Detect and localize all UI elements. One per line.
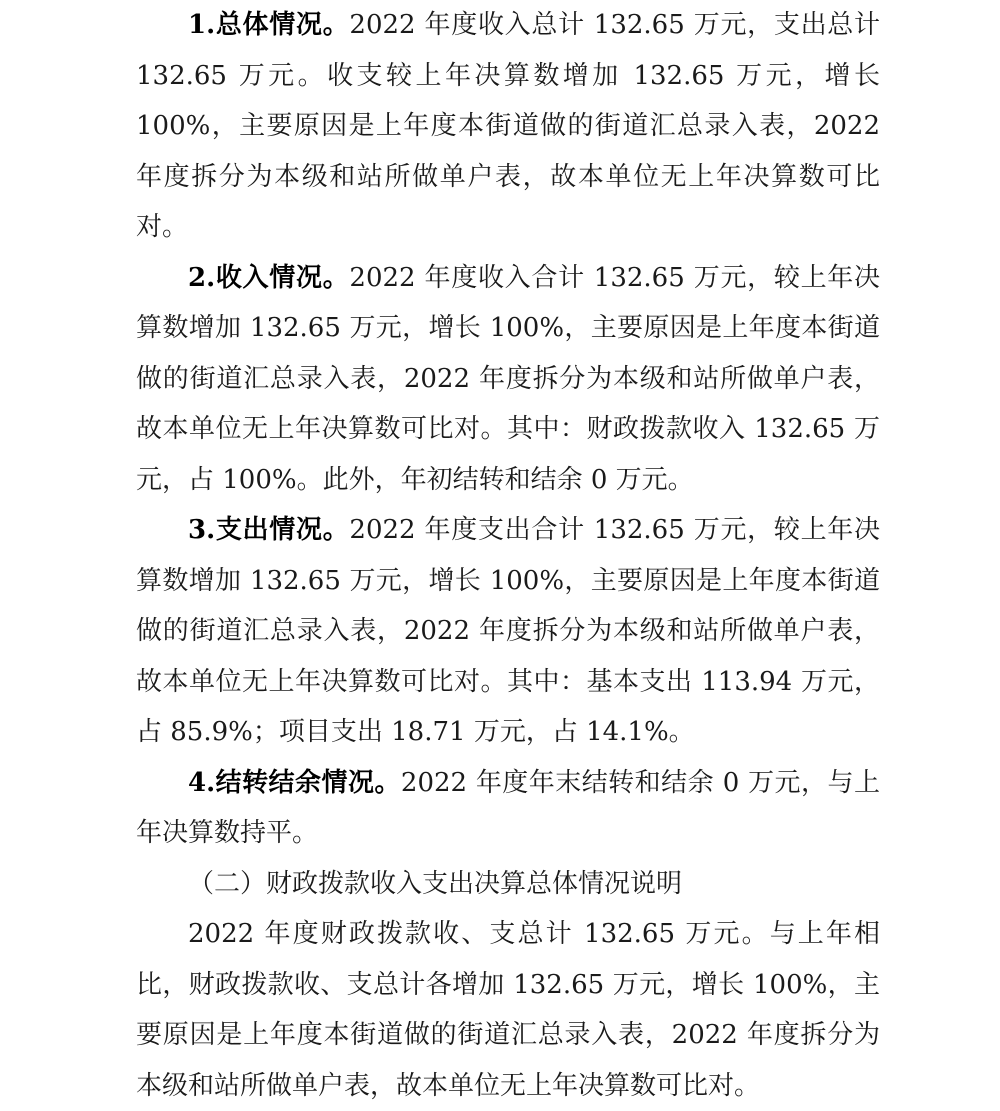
paragraph-fiscal-summary: 2022 年度财政拨款收、支总计 132.65 万元。与上年相比，财政拨款收、支总计各增加 132.65 万元，增长 100%，主要原因是上年度本街道做的街道汇总录入表，2022 年度拆分为本级和站所做单户表，故本单位无上年决算数可比对。 (136, 919, 880, 1101)
paragraph-overall (136, 0, 880, 253)
paragraph-heading: 2.收入情况。 (188, 262, 350, 293)
paragraph-text: 2022 年度年末结转和结余 0 万元，与上年决算数持平。 (136, 767, 880, 848)
document-page (136, 0, 880, 1111)
paragraph-heading: 4.结转结余情况。 (188, 767, 401, 798)
paragraph-heading: 1.总体情况。 (188, 10, 350, 40)
paragraph-heading: 3.支出情况。 (188, 515, 350, 545)
paragraph-income (136, 253, 880, 506)
paragraph-text: 2022 年度收入总计 132.65 万元，支出总计 132.65 万元。收支较上年决算数增加 132.65 万元，增长 100%，主要原因是上年度本街道做的街道汇总录入表，2022 年度拆分为本级和站所做单户表，故本单位无上年决算数可比对。 (136, 10, 880, 242)
paragraph-expenditure (136, 505, 880, 758)
section-heading: （二）财政拨款收入支出决算总体情况说明 (188, 868, 683, 899)
paragraph-text: 2022 年度收入合计 132.65 万元，较上年决算数增加 132.65 万元，增长 100%，主要原因是上年度本街道做的街道汇总录入表，2022 年度拆分为本级和站所做单户表，故本单位无上年决算数可比对。其中：财政拨款收入 132.65 万元，占 100%。此外，年初结转和结余 0 万元。 (136, 262, 880, 495)
paragraph-text: 2022 年度支出合计 132.65 万元，较上年决算数增加 132.65 万元，增长 100%，主要原因是上年度本街道做的街道汇总录入表，2022 年度拆分为本级和站所做单户表，故本单位无上年决算数可比对。其中：基本支出 113.94 万元，占 85.9%；项目支出 18.71 万元，占 14.1%。 (136, 515, 880, 747)
paragraph-carryover (136, 758, 880, 859)
